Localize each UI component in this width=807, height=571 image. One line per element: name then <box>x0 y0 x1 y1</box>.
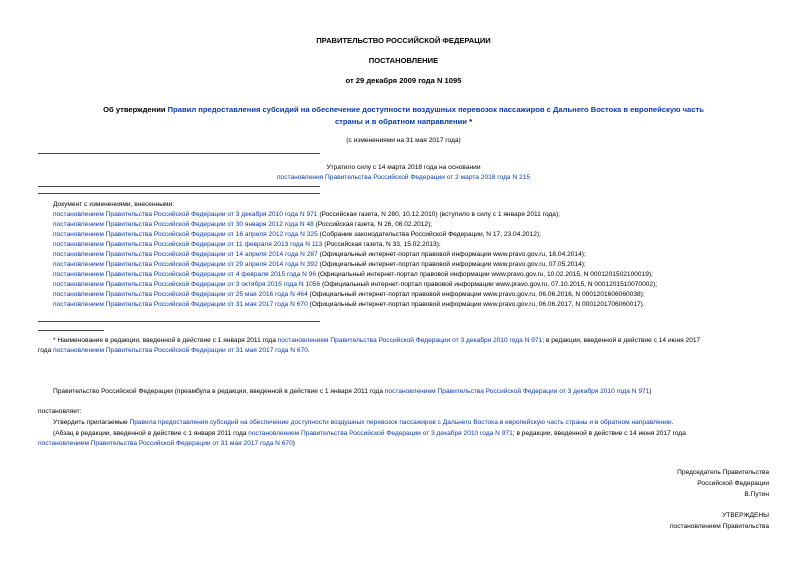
amended-note: (с изменениями на 31 мая 2017 года) <box>346 137 461 144</box>
approve-rules-link[interactable]: Правила предоставления субсидий на обеспечение доступности воздушных перевозок пассажиров с Дальнего Востока в европейскую часть страны и в обратном направлении <box>129 419 672 426</box>
paragraph-note-text: ) <box>292 440 295 447</box>
list-item <box>53 240 657 250</box>
list-item <box>53 270 657 280</box>
list-item <box>53 300 657 310</box>
divider <box>38 186 320 187</box>
change-link[interactable]: постановлением Правительства Российской Федерации от 16 апреля 2012 года N 325 <box>53 231 318 238</box>
title-rules-link-cont[interactable]: страны и в обратном направлении <box>334 117 467 126</box>
paragraph-note-link[interactable]: постановлением Правительства Российской Федерации от 3 декабря 2010 года N 971 <box>248 430 513 437</box>
divider <box>38 321 320 322</box>
change-link[interactable]: постановлением Правительства Российской Федерации от 30 января 2012 года N 48 <box>53 221 314 228</box>
signature-position: Председатель Правительства <box>677 469 769 476</box>
change-source: (Российская газета, N 280, 10.12.2010) (вступило в силу с 1 января 2011 года); <box>317 211 561 218</box>
preamble-text: Правительство Российской Федерации (преамбула в редакции, введенной в действие с 1 января 2011 года <box>53 388 385 395</box>
change-link[interactable]: постановлением Правительства Российской Федерации от 3 октября 2015 года N 1056 <box>53 281 321 288</box>
paragraph-note-line2 <box>38 439 295 449</box>
change-source: (Официальный интернет-портал правовой информации www.pravo.gov.ru, 07.10.2015, N 0001201510070002); <box>320 281 658 288</box>
footnote-text: ; в редакции, введенной в действие с 14 июня 2017 <box>542 337 701 344</box>
change-source: (Собрание законодательства Российской Федерации, N 17, 23.04.2012); <box>317 231 541 238</box>
change-source: (Российская газета, N 33, 15.02.2013); <box>322 241 441 248</box>
title-rules-link[interactable]: Правил предоставления субсидий на обеспечение доступности воздушных перевозок пассажиров с Дальнего Востока в европейскую часть <box>167 105 704 114</box>
change-link[interactable]: постановлением Правительства Российской Федерации от 29 апреля 2014 года N 392 <box>53 261 318 268</box>
change-link[interactable]: постановлением Правительства Российской Федерации от 14 апреля 2014 года N 287 <box>53 251 318 258</box>
list-item <box>53 290 657 300</box>
approve-text: . <box>671 419 674 426</box>
paragraph-note <box>53 429 686 439</box>
footnote-text: . <box>307 347 310 354</box>
paragraph-note-link[interactable]: постановлением Правительства Российской Федерации от 31 мая 2017 года N 670 <box>38 440 293 447</box>
lost-force-text: Утратило силу с 14 марта 2018 года на основании <box>326 164 481 171</box>
change-link[interactable]: постановлением Правительства Российской Федерации от 11 февраля 2013 года N 113 <box>53 241 323 248</box>
preamble-link[interactable]: постановлением Правительства Российской Федерации от 3 декабря 2010 года N 971 <box>384 388 650 395</box>
signature-name: В.Путин <box>744 491 769 498</box>
footnote-line2 <box>38 346 310 356</box>
lost-force-link[interactable]: постановления Правительства Российской Федерации от 2 марта 2018 года N 215 <box>276 174 531 181</box>
change-source: (Российская газета, N 26, 08.02.2012); <box>313 221 433 228</box>
footnote-text: * Наименование в редакции, введенной в действие с 1 января 2011 года <box>53 337 278 344</box>
title-footnote-mark: * <box>466 117 473 126</box>
document-date-number: от 29 декабря 2009 года N 1095 <box>345 76 462 85</box>
approved-label: УТВЕРЖДЕНЫ <box>722 512 769 519</box>
change-source: (Официальный интернет-портал правовой информации www.pravo.gov.ru, 10.02.2015, N 0001201502100019); <box>316 271 653 278</box>
preamble-text: ) <box>649 388 652 395</box>
government-name: ПРАВИТЕЛЬСТВО РОССИЙСКОЙ ФЕДЕРАЦИИ <box>316 36 491 45</box>
document-title <box>0 105 807 114</box>
changes-heading: Документ с изменениями, внесенными: <box>53 201 175 208</box>
change-link[interactable]: постановлением Правительства Российской Федерации от 4 февраля 2015 года N 96 <box>53 271 317 278</box>
change-source: (Официальный интернет-портал правовой информации www.pravo.gov.ru, 07.05.2014); <box>317 261 586 268</box>
title-prefix: Об утверждении <box>103 105 166 114</box>
change-link[interactable]: постановлением Правительства Российской Федерации от 3 декабря 2010 года N 971 <box>53 211 318 218</box>
change-link[interactable]: постановлением Правительства Российской Федерации от 31 мая 2017 года N 670 <box>53 301 308 308</box>
list-item <box>53 250 657 260</box>
change-source: (Официальный интернет-портал правовой информации www.pravo.gov.ru, 06.06.2016, N 0001201606060038); <box>307 291 645 298</box>
preamble <box>53 387 652 397</box>
list-item <box>53 220 657 230</box>
footnote-text: года <box>38 347 54 354</box>
list-item <box>53 280 657 290</box>
approved-by: постановлением Правительства <box>669 523 769 530</box>
decides-text: постановляет: <box>38 408 82 415</box>
divider <box>38 193 320 194</box>
approve-paragraph <box>53 418 673 428</box>
list-item <box>53 210 657 220</box>
divider <box>38 153 320 154</box>
footnote-divider <box>38 330 104 331</box>
list-item <box>53 230 657 240</box>
footnote <box>53 336 700 346</box>
change-link[interactable]: постановлением Правительства Российской Федерации от 25 мая 2016 года N 464 <box>53 291 308 298</box>
approve-text: Утвердить прилагаемые <box>53 419 130 426</box>
footnote-link[interactable]: постановлением Правительства Российской Федерации от 31 мая 2017 года N 670 <box>53 347 308 354</box>
paragraph-note-text: ; в редакции, введенной в действие с 14 июня 2017 года <box>512 430 686 437</box>
list-item <box>53 260 657 270</box>
paragraph-note-text: (Абзац в редакции, введенной в действие с 1 января 2011 года <box>53 430 249 437</box>
footnote-link[interactable]: постановлением Правительства Российской Федерации от 3 декабря 2010 года N 971 <box>277 337 543 344</box>
change-source: (Официальный интернет-портал правовой информации www.pravo.gov.ru, 06.06.2017, N 0001201706060017). <box>307 301 645 308</box>
change-source: (Официальный интернет-портал правовой информации www.pravo.gov.ru, 18.04.2014); <box>317 251 586 258</box>
signature-country: Российской Федерации <box>697 480 769 487</box>
changes-list <box>53 210 657 310</box>
document-title-line2 <box>0 117 807 126</box>
document-type: ПОСТАНОВЛЕНИЕ <box>368 56 439 65</box>
